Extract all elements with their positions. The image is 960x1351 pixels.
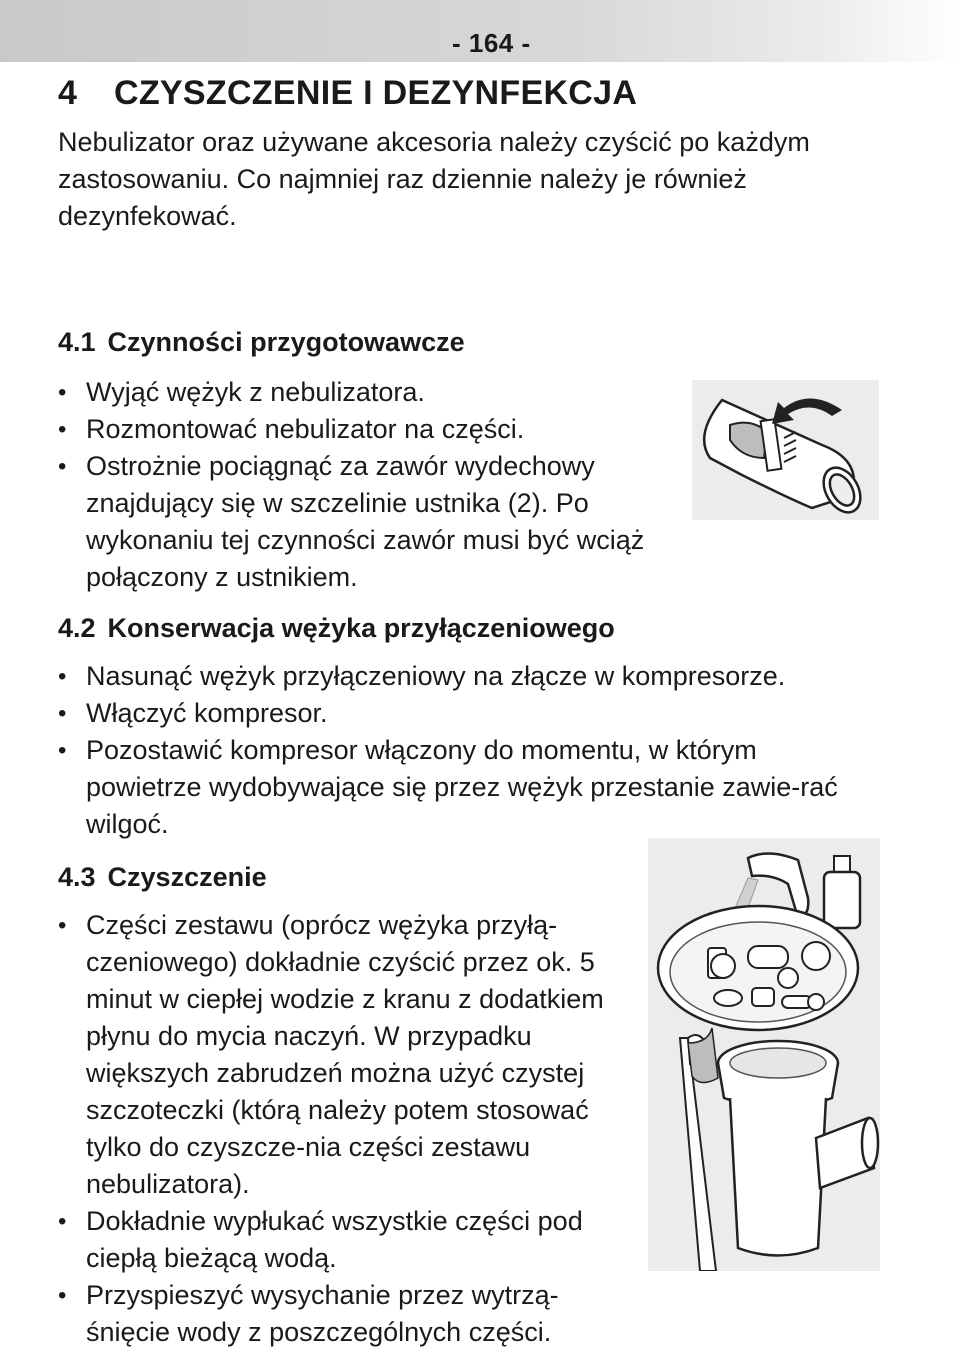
- section-title: Czyszczenie: [107, 862, 267, 892]
- list-item: • Włączyć kompresor.: [58, 695, 878, 732]
- chapter-title-text: CZYSZCZENIE I DEZYNFEKCJA: [114, 74, 638, 112]
- cleaning-drawing: [648, 838, 880, 1271]
- section-number: 4.1: [58, 327, 96, 357]
- mouthpiece-valve-illustration: [692, 380, 879, 520]
- page-number: - 164 -: [452, 28, 531, 58]
- bullet-list: [58, 374, 668, 596]
- section-4-1: [58, 324, 668, 596]
- list-item: • Wyjąć wężyk z nebulizatora.: [58, 374, 668, 411]
- list-item: • Nasunąć wężyk przyłączeniowy na złącze w kompresorze.: [58, 658, 878, 695]
- chapter-number: 4: [58, 74, 78, 112]
- list-item: • Przyspieszyć wysychanie przez wytrzą-śnięcie wody z poszczególnych części.: [58, 1277, 618, 1351]
- bullet-list: [58, 907, 618, 1351]
- chapter-intro: Nebulizator oraz używane akcesoria należy czyścić po każdym zastosowaniu. Co najmniej raz dziennie należy je również dezynfekować.: [58, 127, 810, 231]
- chapter-title: [58, 72, 918, 114]
- section-heading: [58, 859, 618, 895]
- page-content: [58, 72, 918, 1347]
- list-item: • Rozmontować nebulizator na części.: [58, 411, 668, 448]
- section-number: 4.2: [58, 613, 96, 643]
- section-4-3: [58, 859, 618, 1351]
- list-item: • Pozostawić kompresor włączony do momentu, w którym powietrze wydobywające się przez wężyk przestanie zawie-rać wilgoć.: [58, 732, 878, 843]
- bullet-list: [58, 658, 878, 843]
- section-heading: [58, 610, 878, 646]
- mouthpiece-valve-drawing: [692, 380, 879, 520]
- section-title: Czynności przygotowawcze: [107, 327, 465, 357]
- section-heading: [58, 324, 668, 360]
- section-number: 4.3: [58, 862, 96, 892]
- list-item: • Ostrożnie pociągnąć za zawór wydechowy znajdujący się w szczelinie ustnika (2). Po wykonaniu tej czynności zawór musi być wciąż połączony z ustnikiem.: [58, 448, 668, 596]
- list-item: • Części zestawu (oprócz wężyka przyłą-czeniowego) dokładnie czyścić przez ok. 5 minut w ciepłej wodzie z kranu z dodatkiem płynu do mycia naczyń. W przypadku większych zabrudzeń można użyć czystej szczoteczki (którą należy potem stosować tylko do czyszcze-nia części zestawu nebulizatora).: [58, 907, 618, 1203]
- section-title: Konserwacja wężyka przyłączeniowego: [107, 613, 615, 643]
- section-4-2: [58, 610, 878, 843]
- list-item: • Dokładnie wypłukać wszystkie części pod ciepłą bieżącą wodą.: [58, 1203, 618, 1277]
- cleaning-illustration: [648, 838, 880, 1271]
